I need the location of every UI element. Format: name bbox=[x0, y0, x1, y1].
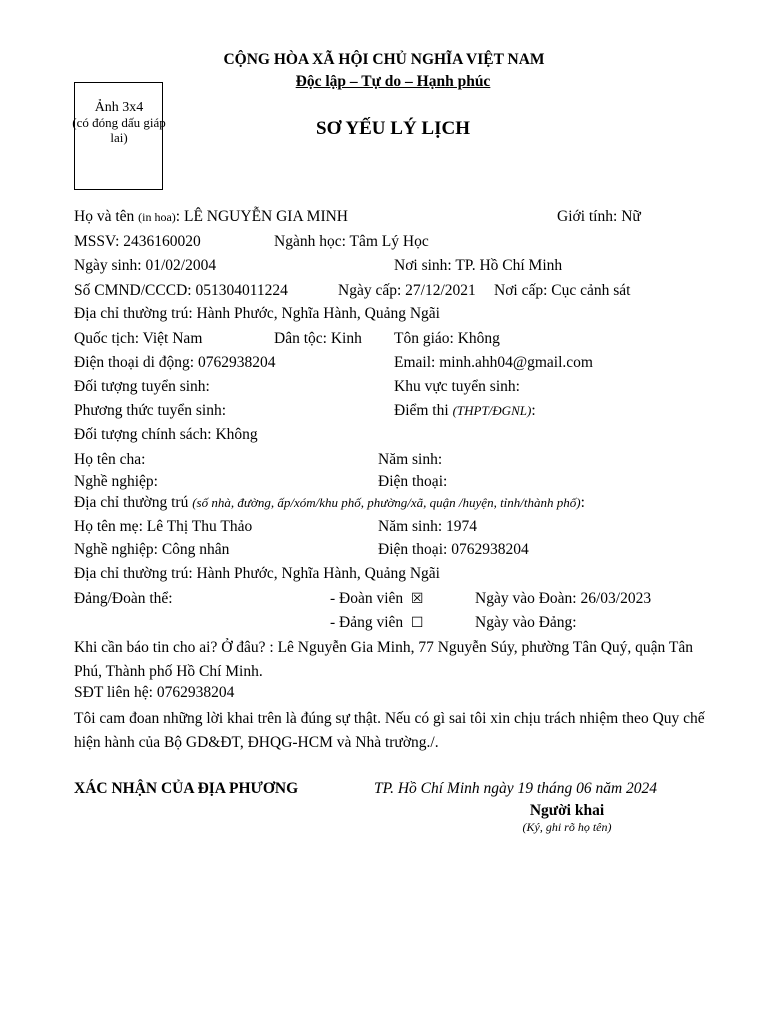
pledge-text: Tôi cam đoan những lời khai trên là đúng sự thật. Nếu có gì sai tôi xin chịu trách nhiệm theo Quy chế hiện hành của Bộ GD&ĐT, ĐHQG-HCM và Nhà trường./. bbox=[74, 710, 705, 751]
place-date: TP. Hồ Chí Minh ngày 19 tháng 06 năm 2024 bbox=[374, 780, 658, 797]
mother-address-field: Địa chỉ thường trú: Hành Phước, Nghĩa Hành, Quảng Ngãi bbox=[74, 565, 440, 582]
religion-field: Tôn giáo: Không bbox=[394, 330, 500, 347]
issue-date-field: Ngày cấp: 27/12/2021 bbox=[338, 282, 476, 299]
dob-field: Ngày sinh: 01/02/2004 bbox=[74, 257, 217, 274]
pob-field: Nơi sinh: TP. Hồ Chí Minh bbox=[394, 257, 563, 274]
party-checkbox: ☐ bbox=[410, 615, 424, 631]
page-title: SƠ YẾU LÝ LỊCH bbox=[316, 118, 470, 139]
mother-name-field: Họ tên mẹ: Lê Thị Thu Thảo bbox=[74, 518, 253, 535]
motto: Độc lập – Tự do – Hạnh phúc bbox=[295, 73, 491, 90]
nationality-field: Quốc tịch: Việt Nam bbox=[74, 330, 203, 347]
name-value: LÊ NGUYỄN GIA MINH bbox=[183, 208, 349, 225]
contact-phone-field: SĐT liên hệ: 0762938204 bbox=[74, 684, 235, 701]
party-member-field: - Đảng viên ☐ bbox=[330, 614, 424, 631]
father-job-label: Nghề nghiệp: bbox=[74, 473, 158, 490]
union-date-field: Ngày vào Đoàn: 26/03/2023 bbox=[475, 590, 652, 607]
email-field: Email: minh.ahh04@gmail.com bbox=[394, 354, 593, 371]
local-confirmation-heading: XÁC NHẬN CỦA ĐỊA PHƯƠNG bbox=[74, 780, 299, 797]
policy-field: Đối tượng chính sách: Không bbox=[74, 426, 258, 443]
address-field: Địa chỉ thường trú: Hành Phước, Nghĩa Hành, Quảng Ngãi bbox=[74, 305, 440, 322]
mother-birth-year-field: Năm sinh: 1974 bbox=[378, 518, 478, 535]
nation-title: CỘNG HÒA XÃ HỘI CHỦ NGHĨA VIỆT NAM bbox=[223, 51, 545, 68]
party-label: Đảng/Đoàn thể: bbox=[74, 590, 173, 607]
father-address-label: Địa chỉ thường trú (số nhà, đường, ấp/xóm/khu phố, phường/xã, quận /huyện, tỉnh/thành phố): bbox=[74, 494, 585, 511]
father-phone-label: Điện thoại: bbox=[378, 473, 448, 490]
party-date-label: Ngày vào Đảng: bbox=[475, 614, 577, 631]
admission-area-label: Khu vực tuyển sinh: bbox=[394, 378, 520, 395]
photo-label: Ảnh 3x4 bbox=[94, 100, 144, 115]
photo-note-line1: (có đóng dấu giáp bbox=[72, 115, 166, 130]
name-row: Họ và tên (in hoa): LÊ NGUYỄN GIA MINH bbox=[74, 208, 349, 225]
union-checkbox: ☒ bbox=[410, 591, 424, 607]
union-member-field: - Đoàn viên ☒ bbox=[330, 590, 424, 607]
issue-place-field: Nơi cấp: Cục cảnh sát bbox=[494, 282, 631, 299]
declarant-label: Người khai bbox=[529, 802, 605, 819]
id-field: Số CMND/CCCD: 051304011224 bbox=[74, 282, 288, 299]
admission-method-label: Phương thức tuyển sinh: bbox=[74, 402, 227, 419]
phone-field: Điện thoại di động: 0762938204 bbox=[74, 354, 276, 371]
gender-field: Giới tính: Nữ bbox=[557, 208, 641, 225]
photo-note-line2: lai) bbox=[110, 130, 128, 145]
score-label: Điểm thi (THPT/ĐGNL): bbox=[394, 402, 536, 419]
emergency-contact: Khi cần báo tin cho ai? Ở đâu? : Lê Nguyễn Gia Minh, 77 Nguyễn Súy, phường Tân Quý, quận Tân Phú, Thành phố Hồ Chí Minh. bbox=[74, 639, 693, 680]
mssv-field: MSSV: 2436160020 bbox=[74, 233, 201, 250]
major-field: Ngành học: Tâm Lý Học bbox=[274, 233, 429, 250]
mother-job-field: Nghề nghiệp: Công nhân bbox=[74, 541, 230, 558]
father-birth-year-label: Năm sinh: bbox=[378, 451, 443, 468]
father-name-label: Họ tên cha: bbox=[74, 451, 146, 468]
ethnicity-field: Dân tộc: Kinh bbox=[274, 330, 362, 347]
admission-group-label: Đối tượng tuyển sinh: bbox=[74, 378, 210, 395]
mother-phone-field: Điện thoại: 0762938204 bbox=[378, 541, 529, 558]
declarant-signature-note: (Ký, ghi rõ họ tên) bbox=[522, 820, 612, 834]
